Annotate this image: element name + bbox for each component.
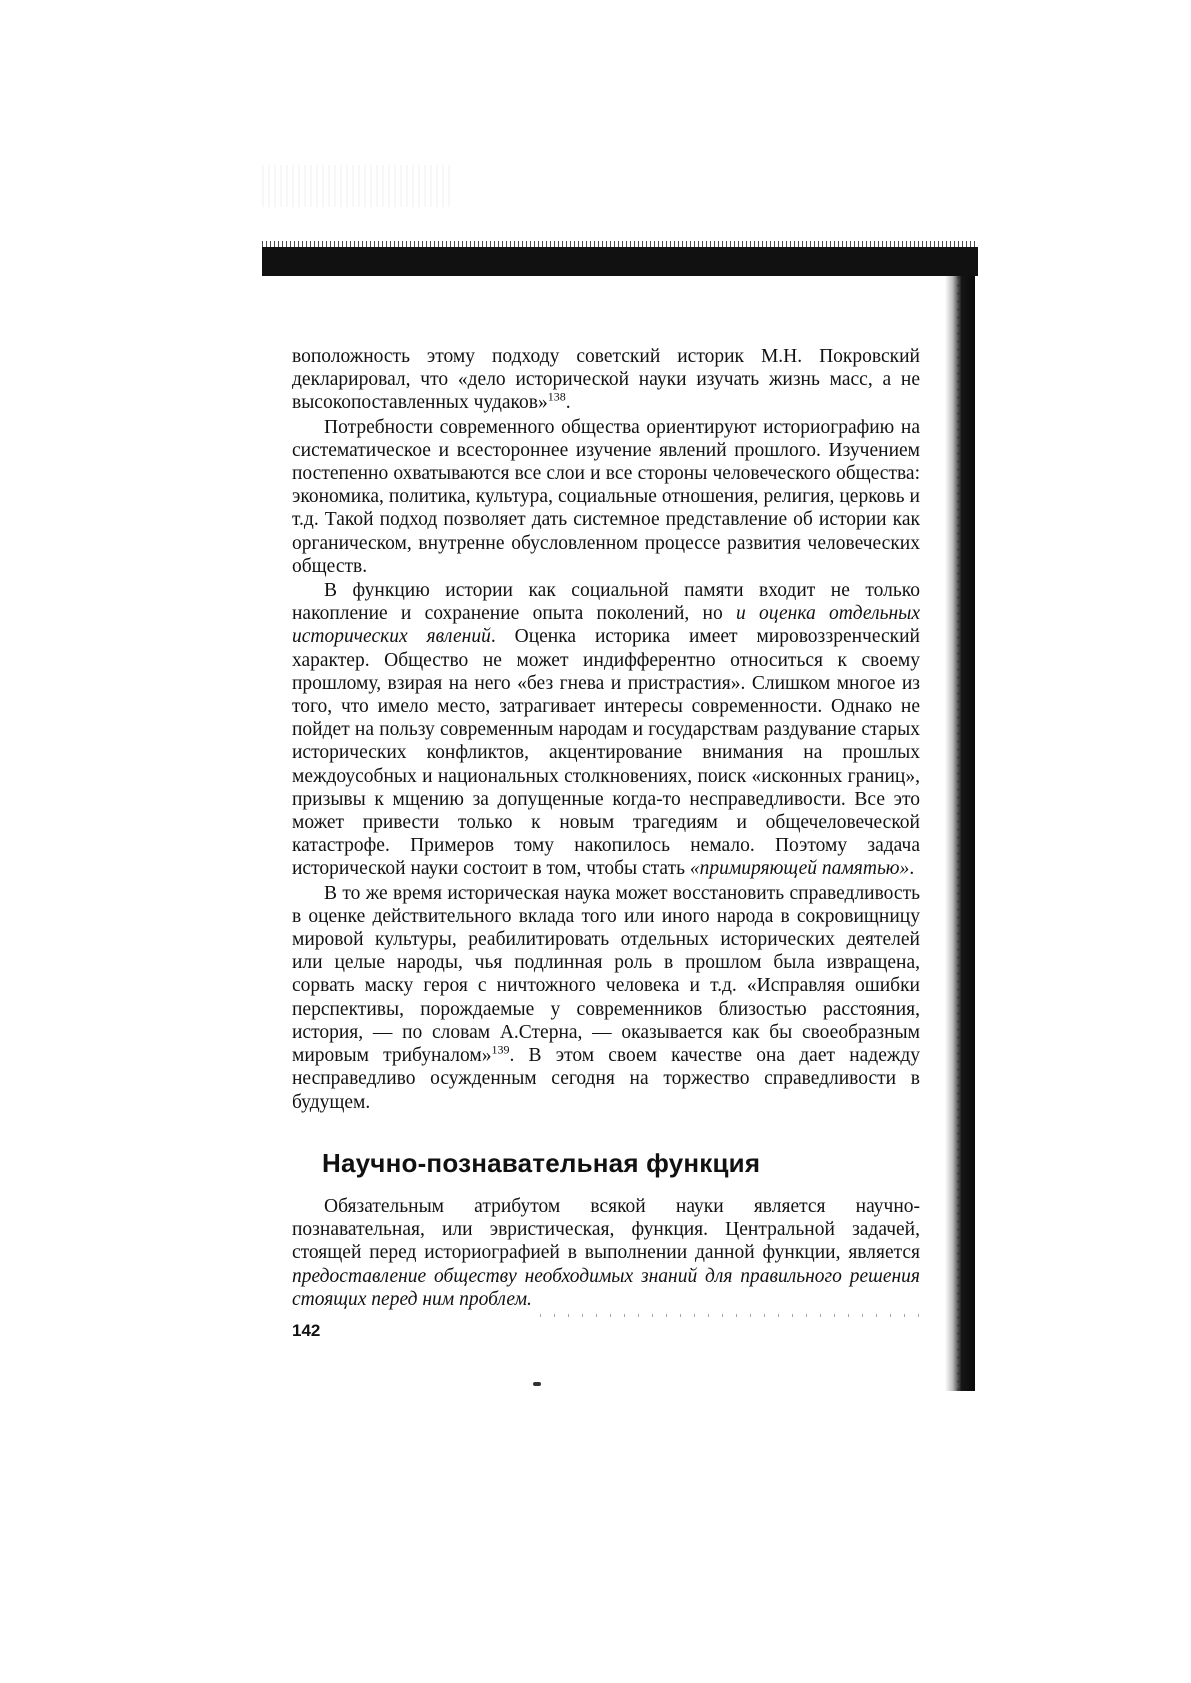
paragraph: [292, 579, 920, 881]
main-text: [292, 345, 920, 1115]
paragraph: [292, 1195, 920, 1311]
text-run: Обязательным атрибутом всякой науки является научно-познавательная, или эвристическая, функция. Центральной задачей, стоящей перед историографией в выполнении данной функции, является: [292, 1196, 920, 1264]
section-text: [292, 1195, 920, 1312]
section-heading: Научно-познавательная функция: [322, 1148, 761, 1178]
text-run: В функцию истории как социальной памяти входит не только накопление и сохранение опыта поколений, но: [292, 580, 920, 625]
scan-smudge: [262, 165, 452, 207]
paragraph: [292, 416, 920, 578]
footnote-ref: 139: [491, 1042, 510, 1057]
footnote-ref: 138: [547, 389, 566, 404]
text-run: .: [909, 858, 915, 880]
page-edge-shadow: [945, 276, 975, 1391]
paragraph: [292, 882, 920, 1114]
text-run: В то же время историческая наука может восстановить справедливость в оценке действительного вклада того или иного народа в сокровищницу мировой культуры, реабилитировать отдельных исторических деятелей или целые народы, чья подлинная роль в прошлом была извращена, сорвать маску героя с ничтожного человека и т.д. «Исправляя ошибки перспективы, порождаемые у современников близостью расстояния, история, — по словам А.Стерна, — оказывается как бы своеобразным мировым трибуналом»: [292, 882, 920, 1067]
text-run: воположность этому подходу советский историк М.Н. Покровский декларировал, что «дело исторической науки изучать жизнь масс, а не высокопоставленных чудаков»: [292, 346, 920, 414]
text-run: . Оценка историка имеет мировоззренческий характер. Общество не может индифферентно относиться к своему прошлому, взирая на него «без гнева и пристрастия». Слишком многое из того, что имело место, затрагивает интересы современности. Однако не пойдет на пользу современным народам и государствам раздувание старых исторических конфликтов, акцентирование внимания на прошлых междоусобных и национальных столкновениях, поиск «исконных границ», призывы к мщению за допущенные когда-то несправедливости. Все это может привести только к новым трагедиям и общечеловеческой катастрофе. Примеров тому накопилось немало. Поэтому задача исторической науки состоит в том, чтобы стать: [292, 626, 920, 880]
page-number: 142: [292, 1321, 321, 1340]
scan-dots: [540, 1314, 920, 1317]
paragraph: [292, 345, 920, 415]
scan-speck: [533, 1382, 541, 1386]
italic-text: и оценка отдельных исторических явлений: [292, 603, 920, 648]
italic-text: «примиряющей памятью»: [689, 858, 910, 880]
italic-text: предоставление обществу необходимых знаний для правильного решения стоящих перед ним проблем.: [292, 1265, 920, 1310]
text-run: .: [565, 392, 571, 414]
page-top-rule: [262, 247, 978, 276]
text-run: . В этом своем качестве она дает надежду несправедливо осужденным сегодня на торжество справедливости в будущем.: [292, 1045, 921, 1113]
text-run: Потребности современного общества ориентируют историографию на систематическое и всестороннее изучение явлений прошлого. Изучением постепенно охватываются все слои и все стороны человеческого общества: экономика, политика, культура, социальные отношения, религия, церковь и т.д. Такой подход позволяет дать системное представление об истории как органическом, внутренне обусловленном процессе развития человеческих обществ.: [292, 416, 920, 577]
